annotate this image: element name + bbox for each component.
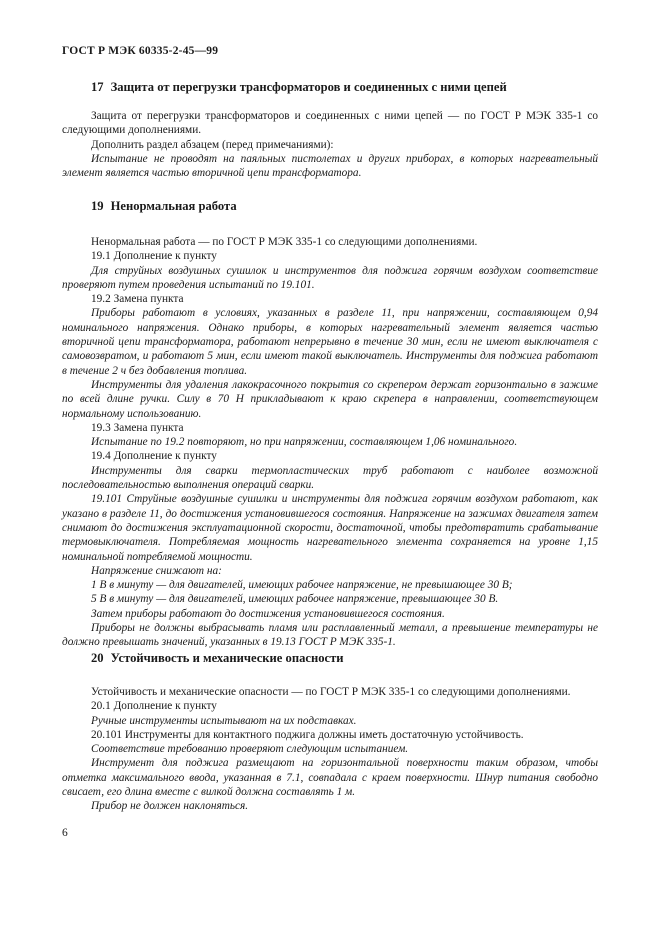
section-19-body (62, 235, 598, 650)
list-item: 5 В в минуту — для двигателей, имеющих рабочее напряжение, превышающее 30 В. (91, 593, 499, 606)
paragraph: Для струйных воздушных сушилок и инструментов для поджига горячим воздухом соответствие проверяют путем проведения испытаний по 19.101. (62, 264, 598, 291)
section-number: 19 (91, 199, 104, 213)
paragraph: Прибор не должен наклоняться. (91, 800, 249, 813)
clause-heading: 20.1 Дополнение к пункту (91, 700, 217, 713)
section-title-text: Ненормальная работа (110, 199, 237, 213)
paragraph: Приборы не должны выбрасывать пламя или расплавленный металл, а превышение температуры не должно превышать значений, указанных в 19.13 ГОСТ Р МЭК 335-1. (62, 622, 598, 649)
paragraph: Затем приборы работают до достижения установившегося состояния. (91, 607, 445, 620)
clause-heading: 20.101 Инструменты для контактного поджига должны иметь достаточную устойчивость. (91, 728, 524, 741)
clause-heading: 19.3 Замена пункта (91, 421, 184, 434)
section-title-text: Защита от перегрузки трансформаторов и соединенных с ними цепей (110, 80, 507, 94)
paragraph: Ручные инструменты испытывают на их подставках. (91, 714, 357, 727)
paragraph: Соответствие требованию проверяют следующим испытанием. (91, 743, 409, 756)
section-number: 20 (91, 651, 104, 665)
paragraph: Устойчивость и механические опасности — по ГОСТ Р МЭК 335-1 со следующими дополнениями. (91, 686, 571, 698)
paragraph: Инструмент для поджига размещают на горизонтальной поверхности таким образом, чтобы отметка максимального ввода, указанная в 7.1, совпадала с краем поверхности. Шнур питания свободно свисает, его длина вместе с вилкой должна составлять 1 м. (62, 757, 598, 799)
paragraph: Ненормальная работа — по ГОСТ Р МЭК 335-1 со следующими дополнениями. (91, 236, 478, 248)
paragraph: Инструменты для сварки термопластических труб работают с наиболее возможной последовательностью выполнения операций сварки. (62, 464, 598, 492)
paragraph: Напряжение снижают на: (91, 564, 222, 577)
page-number: 6 (62, 827, 68, 839)
paragraph: Защита от перегрузки трансформаторов и соединенных с ними цепей — по ГОСТ Р МЭК 335-1 со следующими дополнениями. (62, 110, 598, 137)
paragraph: Инструменты для удаления лакокрасочного покрытия со скрепером держат горизонтально в зажиме по всей длине ручки. Силу в 70 Н прикладывают к краю скрепера в направлении, соответствующем нормальному использованию. (62, 378, 598, 420)
list-item: 1 В в минуту — для двигателей, имеющих рабочее напряжение, не превышающее 30 В; (91, 579, 513, 592)
paragraph: Испытание не проводят на паяльных пистолетах и других приборах, в которых нагревательный элемент является частью вторичной цепи трансформатора. (62, 152, 598, 180)
section-20-title (91, 651, 344, 666)
clause-heading: 19.2 Замена пункта (91, 293, 184, 306)
section-17-title (91, 80, 507, 95)
section-title-text: Устойчивость и механические опасности (110, 651, 344, 665)
section-number: 17 (91, 80, 104, 94)
section-20-body (62, 685, 598, 814)
paragraph: Приборы работают в условиях, указанных в разделе 11, при напряжении, составляющем 0,94 номинального напряжения. Однако приборы, в которых нагревательный элемент является частью вторичной цепи трансформатора, работают непрерывно в течение 30 мин, если не имеют выключателя с самовозвратом, и работают 5 мин, если имеют такой выключатель. Инструменты для поджига работают в течение 2 ч без добавления топлива. (62, 307, 598, 377)
paragraph: Дополнить раздел абзацем (перед примечаниями): (91, 138, 334, 151)
clause-heading: 19.1 Дополнение к пункту (91, 250, 217, 263)
paragraph: Испытание по 19.2 повторяют, но при напряжении, составляющем 1,06 номинального. (91, 436, 518, 449)
section-19-title (91, 199, 237, 214)
paragraph: 19.101 Струйные воздушные сушилки и инструменты для поджига горячим воздухом работают, как указано в разделе 11, до достижения установившегося состояния. Напряжение на зажимах двигателя затем снимают до достижения эксплуатационной скорости, достаточной, чтобы предотвратить срабатывание термовыключателя. Потребляемая мощность нагревательного элемента сохраняется на уровне 1,15 номинальной потребляемой мощности. (62, 493, 598, 563)
document-header: ГОСТ Р МЭК 60335-2-45—99 (62, 45, 219, 57)
clause-heading: 19.4 Дополнение к пункту (91, 450, 217, 463)
section-17-body (62, 109, 598, 180)
